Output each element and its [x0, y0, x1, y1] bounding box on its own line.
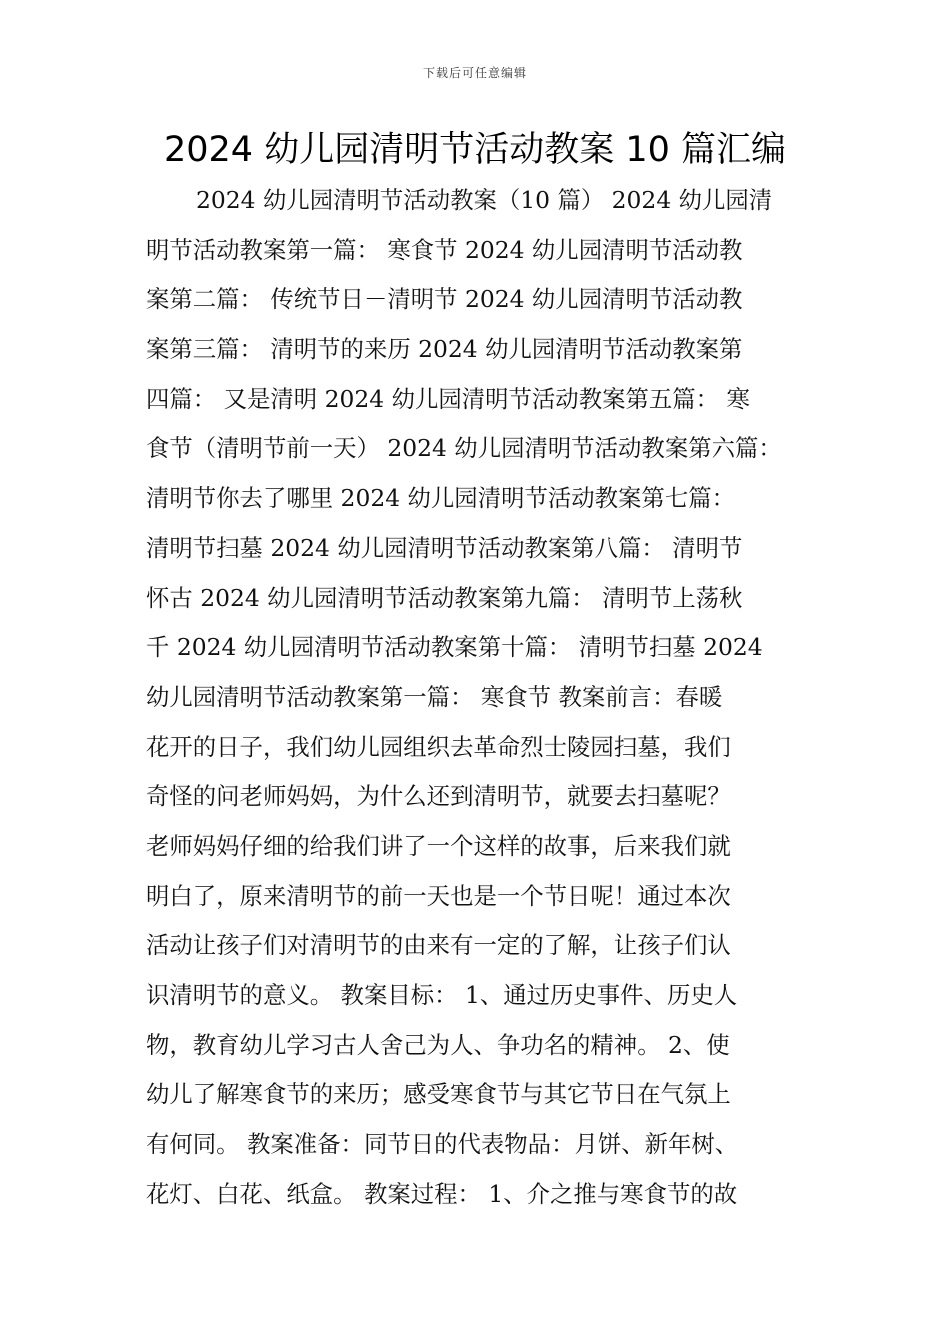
body-line: 幼儿园清明节活动教案第一篇： 寒食节 教案前言：春暖 — [146, 682, 723, 711]
body-line: 明白了，原来清明节的前一天也是一个节日呢！通过本次 — [146, 881, 731, 910]
body-line: 明节活动教案第一篇： 寒食节 2024 幼儿园清明节活动教 — [146, 235, 743, 264]
body-line: 花开的日子，我们幼儿园组织去革命烈士陵园扫墓，我们 — [146, 732, 731, 761]
body-line: 怀古 2024 幼儿园清明节活动教案第九篇： 清明节上荡秋 — [146, 583, 743, 612]
body-line: 花灯、白花、纸盒。 教案过程： 1、介之推与寒食节的故 — [146, 1179, 738, 1208]
body-line: 四篇： 又是清明 2024 幼儿园清明节活动教案第五篇： 寒 — [146, 384, 750, 413]
body-line: 清明节扫墓 2024 幼儿园清明节活动教案第八篇： 清明节 — [146, 533, 743, 562]
body-line: 案第三篇： 清明节的来历 2024 幼儿园清明节活动教案第 — [146, 335, 743, 364]
body-line: 千 2024 幼儿园清明节活动教案第十篇： 清明节扫墓 2024 — [146, 633, 763, 662]
body-line: 有何同。 教案准备：同节日的代表物品：月饼、新年树、 — [146, 1130, 739, 1159]
body-line: 奇怪的问老师妈妈，为什么还到清明节，就要去扫墓呢？ — [146, 782, 731, 811]
body-line: 幼儿了解寒食节的来历；感受寒食节与其它节日在气氛上 — [146, 1080, 731, 1109]
body-line: 2024 幼儿园清明节活动教案（10 篇） 2024 幼儿园清 — [196, 186, 773, 214]
document-title: 2024 幼儿园清明节活动教案 10 篇汇编 — [164, 130, 786, 170]
header-note: 下载后可任意编辑 — [422, 66, 527, 80]
body-line: 活动让孩子们对清明节的由来有一定的了解，让孩子们认 — [146, 931, 731, 960]
body-line: 物，教育幼儿学习古人舍己为人、争功名的精神。 2、使 — [146, 1030, 730, 1059]
body-line: 识清明节的意义。 教案目标： 1、通过历史事件、历史人 — [146, 981, 738, 1009]
body-line: 食节（清明节前一天） 2024 幼儿园清明节活动教案第六篇： — [146, 434, 782, 463]
body-line: 清明节你去了哪里 2024 幼儿园清明节活动教案第七篇： — [146, 484, 735, 513]
document-body — [146, 176, 810, 1219]
body-line: 老师妈妈仔细的给我们讲了一个这样的故事，后来我们就 — [146, 831, 731, 860]
body-line: 案第二篇： 传统节日－清明节 2024 幼儿园清明节活动教 — [146, 285, 743, 314]
